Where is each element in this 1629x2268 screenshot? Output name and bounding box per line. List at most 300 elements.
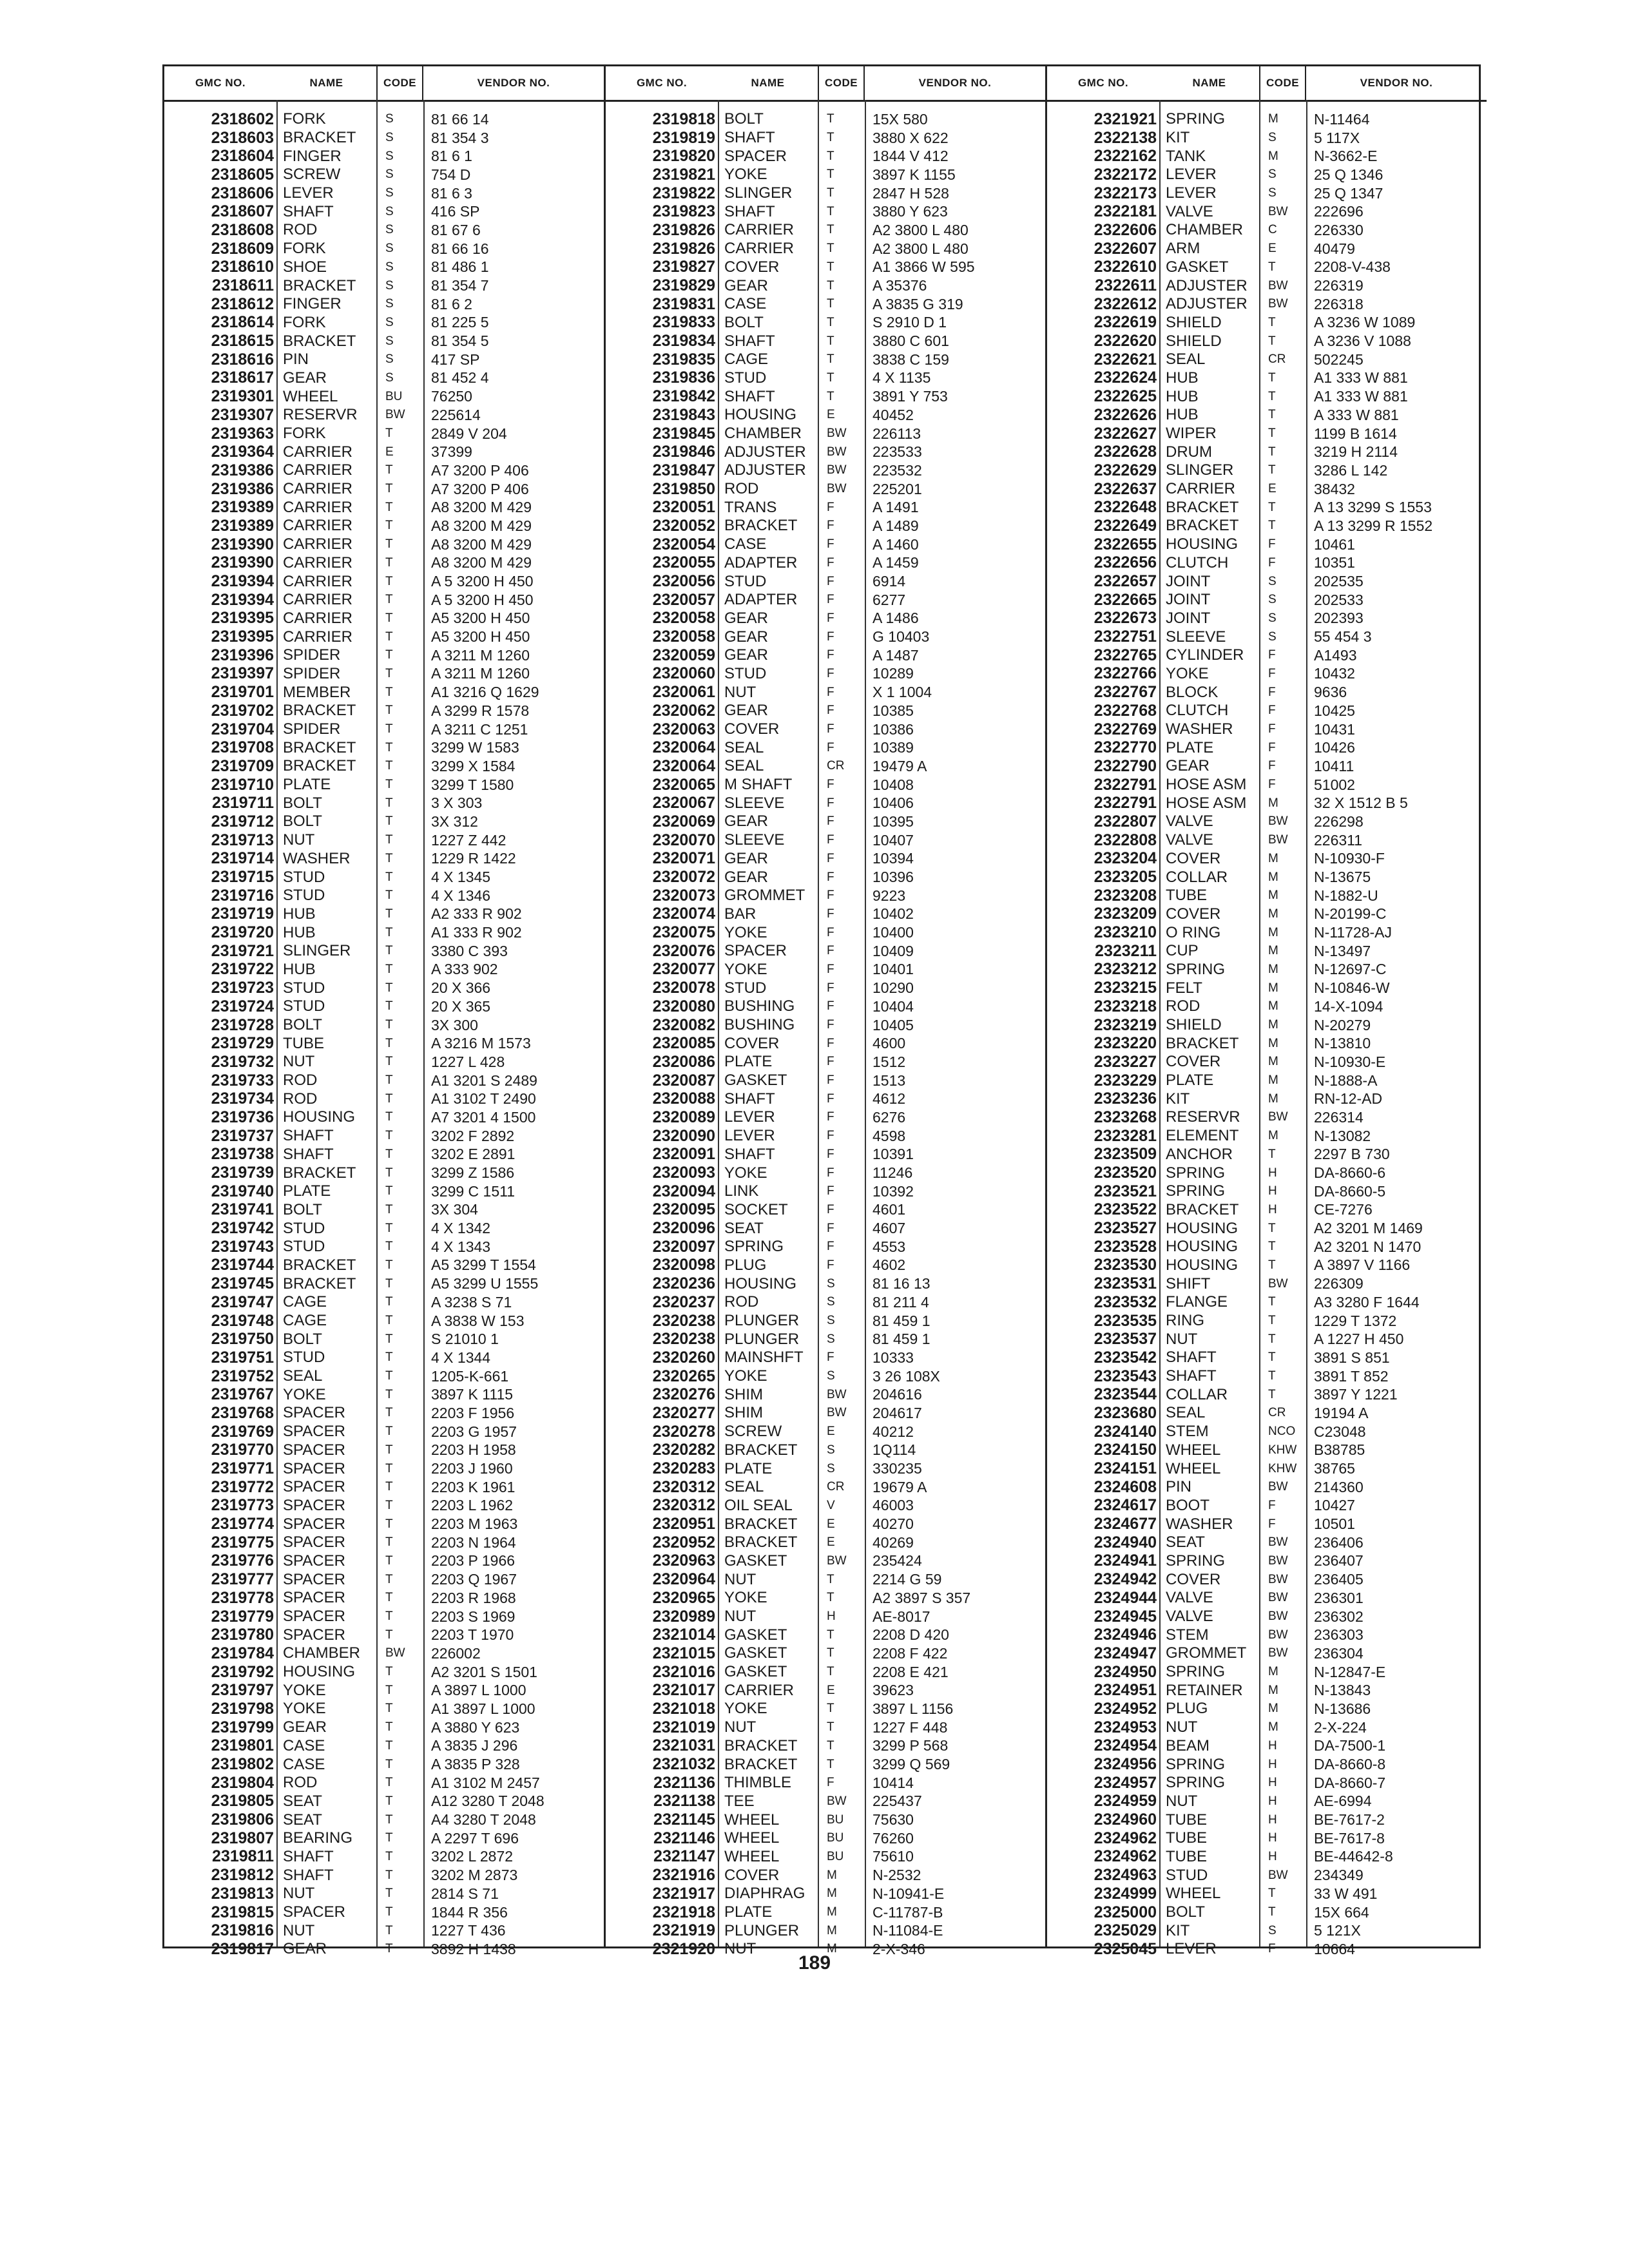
gmc-no: 2319831 — [652, 294, 715, 313]
vendor-no: N-11728-AJ — [1314, 924, 1393, 941]
gmc-no: 2323535 — [1094, 1311, 1157, 1330]
vendor-code: T — [385, 666, 393, 680]
vendor-no: A8 3200 M 429 — [431, 554, 532, 572]
vendor-no: 2208 F 422 — [872, 1644, 948, 1662]
gmc-no: 2319390 — [211, 553, 274, 572]
table-row — [164, 628, 604, 646]
gmc-no: 2320087 — [652, 1071, 715, 1090]
vendor-code: F — [827, 685, 834, 699]
gmc-no: 2322612 — [1094, 294, 1157, 313]
part-name: GEAR — [724, 276, 769, 294]
gmc-no: 2318602 — [211, 110, 274, 128]
table-row — [1047, 498, 1487, 517]
vendor-code: S — [385, 370, 394, 385]
part-name: HOUSING — [283, 1108, 356, 1126]
vendor-no: 10402 — [872, 905, 914, 923]
gmc-no: 2319843 — [652, 405, 715, 424]
vendor-code: S — [1268, 168, 1277, 182]
part-name: SEAL — [724, 757, 764, 775]
vendor-code: T — [385, 648, 393, 662]
gmc-no: 2322173 — [1094, 184, 1157, 202]
vendor-code: M — [1268, 907, 1278, 921]
vendor-code: T — [827, 1665, 834, 1679]
part-name: FELT — [1166, 979, 1202, 997]
gmc-no: 2324951 — [1094, 1681, 1157, 1700]
table-row — [164, 110, 604, 129]
vendor-no: 81 16 13 — [872, 1275, 930, 1293]
table-row — [606, 905, 1045, 924]
table-row — [606, 868, 1045, 887]
part-name: BOOT — [1166, 1496, 1210, 1514]
vendor-code: T — [1268, 1369, 1276, 1383]
table-row — [164, 757, 604, 776]
gmc-no: 2320312 — [652, 1496, 715, 1515]
table-row — [606, 665, 1045, 684]
part-name: PLATE — [283, 1182, 331, 1200]
vendor-code: T — [827, 297, 834, 311]
vendor-code: T — [385, 1498, 393, 1512]
rows — [1047, 110, 1487, 1959]
vendor-no: 236301 — [1314, 1589, 1364, 1606]
part-name: SEAT — [283, 1811, 322, 1829]
vendor-no: 10395 — [872, 812, 914, 830]
part-name: BRACKET — [283, 1256, 356, 1274]
table-row — [1047, 1903, 1487, 1922]
part-name: LEVER — [1166, 1940, 1217, 1958]
table-row — [606, 628, 1045, 646]
vendor-no: 1Q114 — [872, 1441, 916, 1459]
vendor-code: T — [385, 925, 393, 939]
table-row — [606, 1053, 1045, 1072]
gmc-no: 2323528 — [1094, 1237, 1157, 1256]
vendor-code: T — [385, 519, 393, 533]
gmc-no: 2324963 — [1094, 1866, 1157, 1885]
gmc-no: 2320071 — [652, 849, 715, 868]
vendor-no: 226318 — [1314, 295, 1364, 312]
vendor-code: T — [827, 131, 834, 145]
vendor-no: A12 3280 T 2048 — [431, 1792, 545, 1810]
part-name: CARRIER — [283, 553, 353, 572]
vendor-no: 3880 X 622 — [872, 129, 949, 146]
table-row — [606, 554, 1045, 573]
vendor-code: S — [385, 112, 394, 126]
part-name: ROD — [724, 1293, 759, 1311]
part-name: HOSE ASM — [1166, 794, 1247, 812]
part-name: NUT — [724, 1570, 757, 1588]
vendor-code: F — [827, 648, 834, 662]
part-name: SHIELD — [1166, 332, 1222, 350]
gmc-no: 2319827 — [652, 258, 715, 276]
vendor-code: T — [385, 1036, 393, 1050]
gmc-no: 2323543 — [1094, 1367, 1157, 1385]
vendor-code: BW — [827, 1794, 847, 1808]
part-name: HOUSING — [724, 406, 797, 424]
table-row — [1047, 665, 1487, 684]
part-name: SHAFT — [283, 1127, 334, 1145]
part-name: BOLT — [283, 1200, 322, 1218]
gmc-no: 2323522 — [1094, 1200, 1157, 1219]
vendor-code: T — [385, 1757, 393, 1771]
part-name: GEAR — [724, 628, 769, 646]
vendor-no: 3299 C 1511 — [431, 1182, 516, 1200]
table-row — [1047, 147, 1487, 166]
gmc-no: 2322767 — [1094, 683, 1157, 702]
table-row — [606, 757, 1045, 776]
vendor-no: 3897 Y 1221 — [1314, 1386, 1398, 1403]
part-name: CLUTCH — [1166, 702, 1229, 720]
vendor-no: A 3211 M 1260 — [431, 665, 530, 682]
gmc-no: 2318607 — [211, 202, 274, 221]
table-row — [1047, 351, 1487, 369]
part-name: BRACKET — [724, 517, 798, 535]
gmc-no: 2320963 — [652, 1552, 715, 1570]
part-name: STUD — [283, 1238, 325, 1256]
vendor-code: T — [385, 1369, 393, 1383]
part-name: GEAR — [283, 1940, 327, 1958]
part-name: GASKET — [724, 1663, 787, 1681]
vendor-no: 236405 — [1314, 1571, 1364, 1588]
gmc-no: 2319720 — [211, 923, 274, 942]
part-name: WHEEL — [724, 1829, 780, 1847]
table-row — [606, 1256, 1045, 1275]
gmc-no: 2318616 — [211, 350, 274, 369]
part-name: SHIM — [724, 1404, 763, 1422]
part-name: DRUM — [1166, 443, 1212, 461]
vendor-code: H — [1268, 1757, 1277, 1771]
vendor-no: 76260 — [872, 1829, 914, 1847]
vendor-no: 1205-K-661 — [431, 1367, 509, 1385]
vendor-no: 10426 — [1314, 739, 1355, 756]
table-row — [1047, 794, 1487, 812]
table-row — [1047, 166, 1487, 184]
vendor-no: A 3236 V 1088 — [1314, 332, 1411, 350]
vendor-code: S — [827, 1443, 835, 1457]
vendor-no: 75610 — [872, 1848, 914, 1865]
vendor-no: 81 459 1 — [872, 1312, 930, 1329]
gmc-no: 2322655 — [1094, 535, 1157, 553]
gmc-no: 2319728 — [211, 1015, 274, 1034]
vendor-code: T — [385, 851, 393, 865]
table-row — [606, 1293, 1045, 1312]
vendor-code: T — [1268, 1147, 1276, 1161]
vendor-no: 3202 E 2891 — [431, 1146, 516, 1163]
vendor-code: T — [385, 1073, 393, 1088]
table-row — [1047, 425, 1487, 443]
part-name: TUBE — [1166, 887, 1208, 905]
gmc-no: 2319390 — [211, 535, 274, 553]
part-name: STUD — [283, 868, 325, 886]
table-row — [164, 1108, 604, 1127]
part-name: BOLT — [283, 1330, 322, 1348]
part-name: SHAFT — [724, 387, 775, 405]
part-name: TRANS — [724, 498, 777, 516]
table-row — [1047, 1404, 1487, 1423]
vendor-code: T — [1268, 389, 1276, 403]
vendor-code: T — [385, 796, 393, 810]
table-row — [1047, 1921, 1487, 1940]
vendor-code: S — [827, 1461, 835, 1475]
part-name: SEAL — [724, 1478, 764, 1496]
vendor-code: M — [1268, 1091, 1278, 1106]
vendor-code: M — [1268, 1702, 1278, 1716]
vendor-no: A 13 3299 S 1553 — [1314, 499, 1432, 516]
vendor-no: A1 3866 W 595 — [872, 258, 975, 276]
vendor-code: T — [1268, 1350, 1276, 1365]
gmc-no: 2323210 — [1094, 923, 1157, 942]
table-row — [1047, 1312, 1487, 1331]
vendor-no: A 3216 M 1573 — [431, 1035, 531, 1052]
part-name: CASE — [724, 535, 767, 553]
vendor-no: B38785 — [1314, 1441, 1365, 1459]
vendor-code: F — [827, 833, 834, 847]
gmc-no: 2319738 — [211, 1145, 274, 1164]
vendor-code: CR — [1268, 352, 1286, 367]
table-row — [164, 887, 604, 905]
vendor-code: T — [385, 1849, 393, 1863]
gmc-no: 2322656 — [1094, 553, 1157, 572]
part-name: ROD — [1166, 997, 1200, 1015]
vendor-no: RN-12-AD — [1314, 1090, 1383, 1108]
vendor-no: 10406 — [872, 794, 914, 812]
gmc-no: 2320072 — [652, 868, 715, 887]
part-name: SHAFT — [283, 1866, 334, 1884]
table-row — [606, 1274, 1045, 1293]
gmc-no: 2318610 — [211, 258, 274, 276]
table-row — [164, 591, 604, 610]
part-name: SHIELD — [1166, 313, 1222, 331]
table-row — [1047, 1072, 1487, 1090]
vendor-no: DA-8660-8 — [1314, 1756, 1386, 1773]
table-row — [606, 1515, 1045, 1533]
part-name: CARRIER — [283, 498, 353, 516]
part-name: SHOE — [283, 258, 327, 276]
gmc-no: 2320060 — [652, 664, 715, 683]
gmc-no: 2319772 — [211, 1477, 274, 1496]
vendor-code: T — [385, 1166, 393, 1180]
gmc-no: 2319750 — [211, 1330, 274, 1349]
part-name: SHAFT — [1166, 1367, 1217, 1385]
vendor-no: 25 Q 1347 — [1314, 184, 1383, 202]
vendor-code: F — [827, 519, 834, 533]
vendor-code: T — [385, 1129, 393, 1143]
vendor-code: T — [827, 112, 834, 126]
table-row — [606, 1182, 1045, 1201]
gmc-no: 2319713 — [211, 831, 274, 849]
vendor-no: 76250 — [431, 388, 472, 405]
part-name: BOLT — [724, 313, 764, 331]
gmc-no: 2324608 — [1094, 1477, 1157, 1496]
gmc-no: 2319729 — [211, 1034, 274, 1053]
vendor-no: A 3880 Y 623 — [431, 1718, 520, 1736]
gmc-no: 2323220 — [1094, 1034, 1157, 1053]
part-name: CAGE — [283, 1293, 327, 1311]
vendor-code: T — [385, 1147, 393, 1161]
table-row — [1047, 1589, 1487, 1608]
vendor-code: F — [827, 944, 834, 958]
part-name: HUB — [283, 960, 316, 978]
gmc-no: 2320282 — [652, 1441, 715, 1459]
vendor-code: F — [827, 1240, 834, 1254]
vendor-code: F — [827, 1129, 834, 1143]
gmc-no: 2319812 — [211, 1866, 274, 1885]
gmc-no: 2319389 — [211, 516, 274, 535]
vendor-no: 14-X-1094 — [1314, 997, 1383, 1015]
vendor-no: S 21010 1 — [431, 1331, 499, 1348]
part-name: SLEEVE — [724, 794, 785, 812]
part-name: SEAL — [1166, 351, 1206, 369]
part-name: SPACER — [283, 1404, 345, 1422]
part-name: PLUNGER — [724, 1330, 800, 1348]
gmc-no: 2322637 — [1094, 479, 1157, 498]
gmc-no: 2320276 — [652, 1385, 715, 1404]
vendor-code: T — [1268, 463, 1276, 477]
vendor-code: S — [385, 149, 394, 163]
part-name: NUT — [724, 1718, 757, 1736]
header-code: CODE — [818, 66, 865, 100]
vendor-no: 3202 L 2872 — [431, 1848, 514, 1865]
gmc-no: 2323520 — [1094, 1164, 1157, 1182]
vendor-no: A 3238 S 71 — [431, 1293, 512, 1311]
gmc-no: 2319712 — [211, 812, 274, 831]
table-row — [606, 1681, 1045, 1700]
part-name: STUD — [724, 572, 767, 590]
vendor-code: F — [827, 1776, 834, 1790]
vendor-no: 236302 — [1314, 1608, 1364, 1625]
vendor-code: T — [385, 1738, 393, 1753]
vendor-code: H — [827, 1610, 836, 1624]
vendor-code: T — [1268, 1387, 1276, 1401]
vendor-no: 3299 Z 1586 — [431, 1164, 515, 1182]
table-row — [1047, 1718, 1487, 1737]
vendor-code: F — [1268, 1942, 1276, 1956]
gmc-no: 2318606 — [211, 184, 274, 202]
vendor-code: BW — [1268, 1535, 1288, 1550]
part-name: ADAPTER — [724, 553, 798, 572]
part-name: SPACER — [283, 1478, 345, 1496]
part-name: VALVE — [1166, 1589, 1213, 1607]
vendor-no: A 3211 M 1260 — [431, 646, 530, 664]
table-row — [1047, 535, 1487, 554]
vendor-code: T — [385, 1702, 393, 1716]
gmc-no: 2324959 — [1094, 1792, 1157, 1811]
part-name: VALVE — [1166, 812, 1213, 831]
part-name: TUBE — [283, 1034, 325, 1052]
gmc-no: 2321017 — [652, 1681, 715, 1700]
parts-table — [162, 64, 1481, 1958]
table-row — [164, 1441, 604, 1460]
gmc-no: 2323527 — [1094, 1219, 1157, 1238]
vendor-no: 19679 A — [872, 1478, 927, 1495]
vendor-no: A2 333 R 902 — [431, 905, 522, 923]
vendor-no: 3891 T 852 — [1314, 1367, 1389, 1385]
part-name: BRACKET — [724, 1736, 798, 1754]
gmc-no: 2320095 — [652, 1200, 715, 1219]
gmc-no: 2320056 — [652, 572, 715, 591]
table-row — [606, 1608, 1045, 1626]
table-row — [164, 923, 604, 942]
table-row — [164, 610, 604, 628]
part-name: NUT — [1166, 1718, 1198, 1736]
vendor-no: 3897 K 1155 — [872, 166, 956, 183]
gmc-no: 2320312 — [652, 1477, 715, 1496]
table-row — [1047, 610, 1487, 628]
gmc-no: 2320057 — [652, 590, 715, 609]
vendor-no: 10427 — [1314, 1497, 1355, 1514]
vendor-code: H — [1268, 1202, 1277, 1216]
vendor-code: T — [1268, 408, 1276, 422]
table-row — [606, 1811, 1045, 1829]
vendor-no: 330235 — [872, 1460, 922, 1477]
vendor-no: 75630 — [872, 1811, 914, 1829]
part-name: ARM — [1166, 240, 1200, 258]
vendor-no: N-13082 — [1314, 1127, 1371, 1144]
table-row — [164, 1423, 604, 1441]
gmc-no: 2320065 — [652, 775, 715, 794]
part-name: FORK — [283, 110, 326, 128]
vendor-no: 2203 S 1969 — [431, 1608, 516, 1625]
vendor-code: F — [827, 999, 834, 1014]
gmc-no: 2322138 — [1094, 128, 1157, 147]
part-name: BRACKET — [1166, 517, 1239, 535]
vendor-code: T — [385, 537, 393, 552]
vendor-code: F — [1268, 740, 1276, 754]
table-row — [606, 351, 1045, 369]
gmc-no: 2319771 — [211, 1459, 274, 1478]
vendor-no: A1 333 W 881 — [1314, 369, 1408, 387]
vendor-code: M — [1268, 962, 1278, 976]
table-row — [164, 1533, 604, 1552]
vendor-code: F — [827, 1110, 834, 1124]
table-row — [606, 517, 1045, 535]
vendor-code: T — [385, 1923, 393, 1937]
gmc-no: 2320082 — [652, 1015, 715, 1034]
vendor-code: T — [385, 759, 393, 773]
gmc-no: 2319818 — [652, 110, 715, 128]
part-name: GASKET — [724, 1626, 787, 1644]
vendor-no: 10401 — [872, 961, 914, 978]
table-row — [164, 572, 604, 591]
vendor-code: T — [1268, 1332, 1276, 1346]
table-row — [606, 961, 1045, 979]
vendor-code: F — [827, 851, 834, 865]
part-name: WIPER — [1166, 425, 1217, 443]
part-name: COVER — [1166, 905, 1221, 923]
vendor-no: 3299 Q 569 — [872, 1756, 950, 1773]
table-row — [164, 961, 604, 979]
part-name: MAINSHFT — [724, 1349, 804, 1367]
vendor-no: 3202 M 2873 — [431, 1867, 518, 1884]
part-name: ROD — [283, 1774, 318, 1792]
vendor-code: T — [827, 315, 834, 329]
vendor-no: A 3835 J 296 — [431, 1737, 518, 1754]
vendor-code: T — [385, 685, 393, 699]
table-row — [606, 1755, 1045, 1774]
vendor-no: 3897 K 1115 — [431, 1386, 514, 1403]
vendor-no: 2297 B 730 — [1314, 1146, 1390, 1163]
part-name: SHAFT — [724, 1145, 775, 1163]
vendor-no: 40212 — [872, 1423, 914, 1440]
gmc-no: 2320260 — [652, 1348, 715, 1367]
part-name: CAGE — [724, 351, 769, 369]
vendor-no: 3891 Y 753 — [872, 388, 948, 405]
vendor-no: 32 X 1512 B 5 — [1314, 794, 1408, 812]
table-row — [606, 1626, 1045, 1644]
gmc-no: 2323212 — [1094, 960, 1157, 979]
part-name: GEAR — [1166, 757, 1210, 775]
header-gmc-no: GMC NO. — [195, 77, 246, 89]
vendor-no: 10414 — [872, 1774, 914, 1791]
table-row — [164, 1164, 604, 1182]
